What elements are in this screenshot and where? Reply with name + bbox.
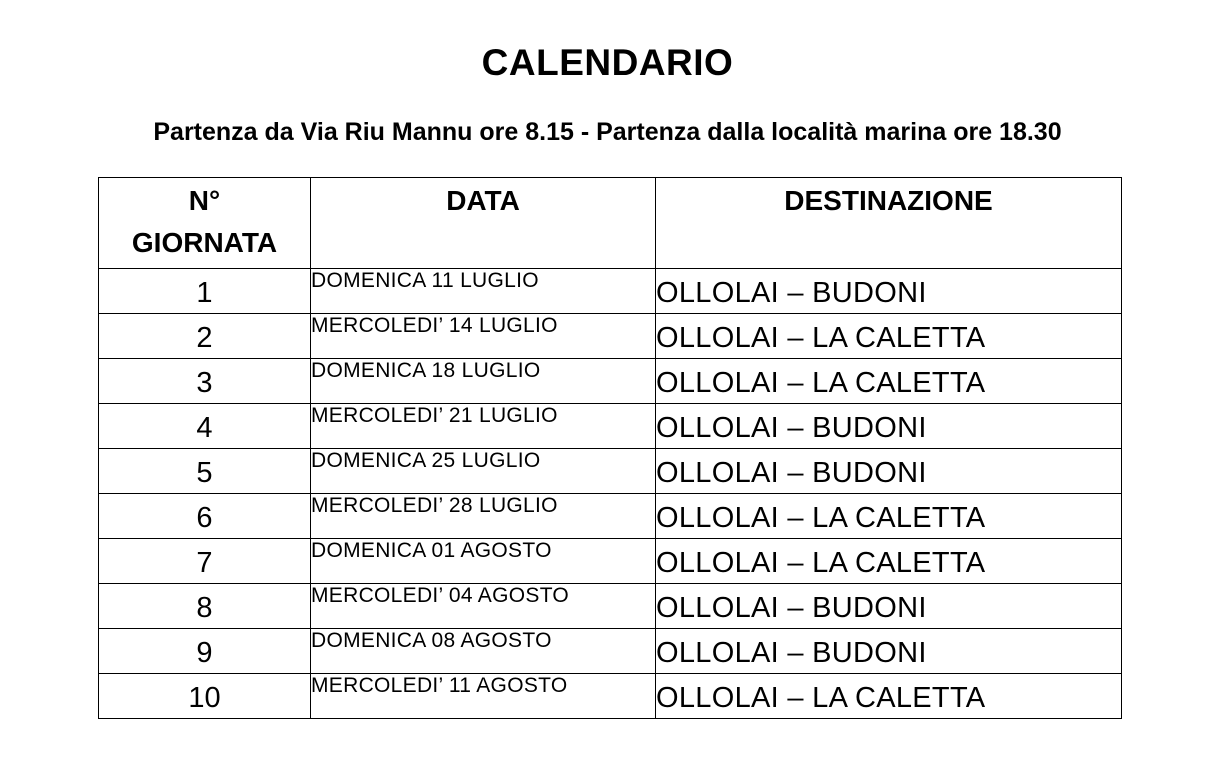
table-row <box>99 674 1122 719</box>
row-date: DOMENICA 01 AGOSTO <box>311 539 656 584</box>
row-number: 3 <box>99 359 311 404</box>
row-destination: OLLOLAI – BUDONI <box>656 629 1122 674</box>
header-data: DATA <box>311 178 656 269</box>
table-row <box>99 539 1122 584</box>
row-date: MERCOLEDI’ 21 LUGLIO <box>311 404 656 449</box>
header-giornata-line1: N° <box>188 185 221 216</box>
table-row <box>99 494 1122 539</box>
row-destination: OLLOLAI – LA CALETTA <box>656 539 1122 584</box>
row-number: 9 <box>99 629 311 674</box>
calendar-table <box>98 177 1122 719</box>
row-destination: OLLOLAI – BUDONI <box>656 449 1122 494</box>
row-number: 10 <box>99 674 311 719</box>
row-destination: OLLOLAI – BUDONI <box>656 584 1122 629</box>
page-subtitle: Partenza da Via Riu Mannu ore 8.15 - Partenza dalla località marina ore 18.30 <box>153 118 1062 146</box>
row-destination: OLLOLAI – BUDONI <box>656 269 1122 314</box>
table-row <box>99 404 1122 449</box>
row-number: 8 <box>99 584 311 629</box>
row-date: DOMENICA 18 LUGLIO <box>311 359 656 404</box>
table-row <box>99 359 1122 404</box>
row-number: 5 <box>99 449 311 494</box>
row-number: 2 <box>99 314 311 359</box>
row-date: MERCOLEDI’ 14 LUGLIO <box>311 314 656 359</box>
row-destination: OLLOLAI – LA CALETTA <box>656 674 1122 719</box>
row-destination: OLLOLAI – LA CALETTA <box>656 314 1122 359</box>
table-row <box>99 584 1122 629</box>
table-row <box>99 269 1122 314</box>
table-header-row <box>99 178 1122 269</box>
table-row <box>99 449 1122 494</box>
row-date: MERCOLEDI’ 11 AGOSTO <box>311 674 656 719</box>
row-number: 7 <box>99 539 311 584</box>
table-row <box>99 629 1122 674</box>
row-date: DOMENICA 11 LUGLIO <box>311 269 656 314</box>
header-destinazione: DESTINAZIONE <box>656 178 1122 269</box>
page-title: CALENDARIO <box>481 42 734 83</box>
header-giornata-line2: GIORNATA <box>131 227 278 258</box>
row-number: 6 <box>99 494 311 539</box>
row-date: MERCOLEDI’ 04 AGOSTO <box>311 584 656 629</box>
row-number: 4 <box>99 404 311 449</box>
row-destination: OLLOLAI – LA CALETTA <box>656 494 1122 539</box>
row-date: MERCOLEDI’ 28 LUGLIO <box>311 494 656 539</box>
table-row <box>99 314 1122 359</box>
row-number: 1 <box>99 269 311 314</box>
row-destination: OLLOLAI – BUDONI <box>656 404 1122 449</box>
row-destination: OLLOLAI – LA CALETTA <box>656 359 1122 404</box>
header-giornata <box>99 178 311 269</box>
row-date: DOMENICA 25 LUGLIO <box>311 449 656 494</box>
row-date: DOMENICA 08 AGOSTO <box>311 629 656 674</box>
